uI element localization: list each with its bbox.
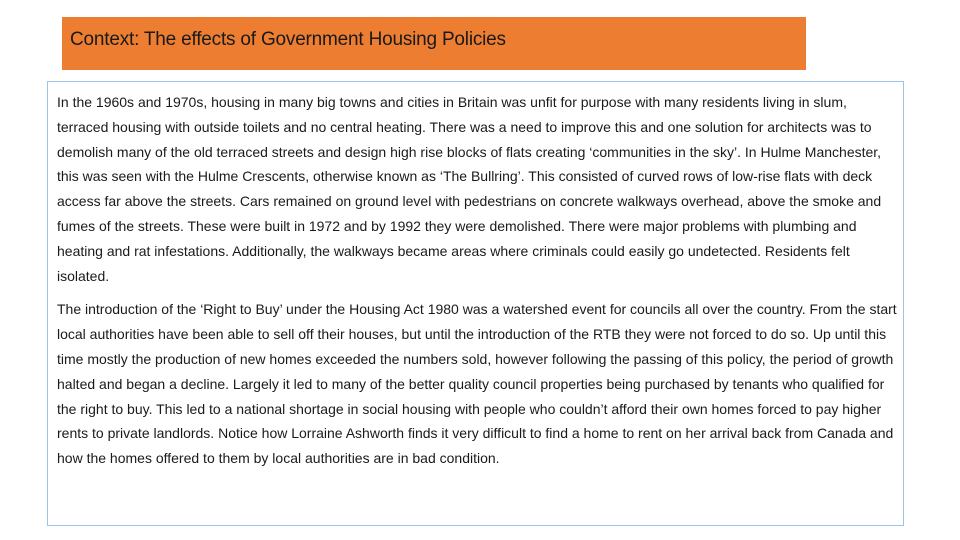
content-text-box — [47, 81, 904, 526]
paragraph-right-to-buy: The introduction of the ‘Right to Buy’ under the Housing Act 1980 was a watershed event for councils all over the country. From the start local authorities have been able to sell off their houses, but until the introduction of the RTB they were not forced to do so. Up until this time mostly the production of new homes exceeded the numbers sold, however following the passing of this policy, the period of growth halted and began a decline. Largely it led to many of the better quality council properties being purchased by tenants who qualified for the right to buy. This led to a national shortage in social housing with people who couldn’t afford their own homes forced to pay higher rents to private landlords. Notice how Lorraine Ashworth finds it very difficult to find a home to rent on her arrival back from Canada and how the homes offered to them by local authorities are in bad condition. — [57, 301, 897, 467]
paragraph-housing-1960s: In the 1960s and 1970s, housing in many big towns and cities in Britain was unfit for purpose with many residents living in slum, terraced housing with outside toilets and no central heating. There was a need to improve this and one solution for architects was to demolish many of the old terraced streets and design high rise blocks of flats creating ‘communities in the sky’. In Hulme Manchester, this was seen with the Hulme Crescents, otherwise known as ‘The Bullring’. This consisted of curved rows of low-rise flats with deck access far above the streets. Cars remained on ground level with pedestrians on concrete walkways overhead, above the smoke and fumes of the streets. These were built in 1972 and by 1992 they were demolished. There were major problems with plumbing and heating and rat infestations. Additionally, the walkways became areas where criminals could easily go undetected. Residents felt isolated. — [57, 94, 882, 284]
title-banner — [62, 17, 806, 70]
slide-title: Context: The effects of Government Housing Policies — [70, 29, 506, 50]
